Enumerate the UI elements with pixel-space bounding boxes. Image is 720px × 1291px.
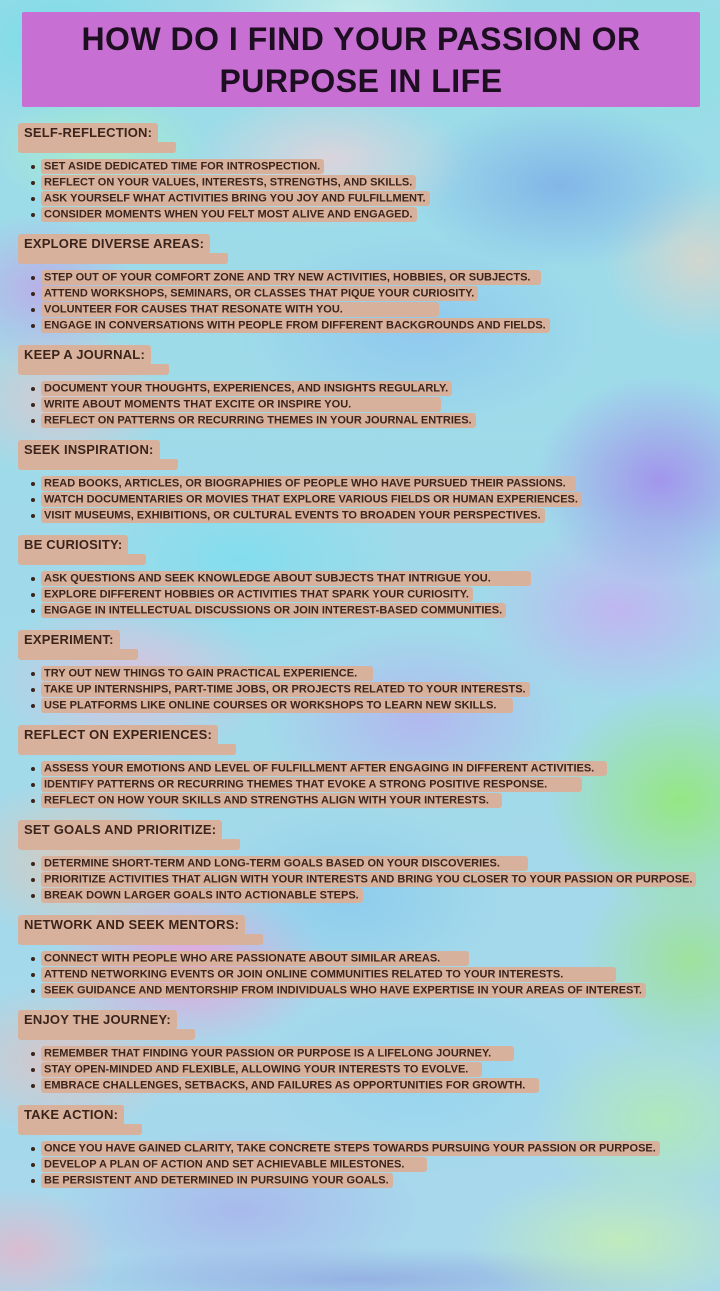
- title-banner: [22, 12, 700, 107]
- section-heading: NETWORK AND SEEK MENTORS:: [18, 915, 245, 935]
- bullet-text: BE PERSISTENT AND DETERMINED IN PURSUING YOUR GOALS.: [41, 1173, 393, 1188]
- bullet-text: ONCE YOU HAVE GAINED CLARITY, TAKE CONCRETE STEPS TOWARDS PURSUING YOUR PASSION OR PURPOSE.: [41, 1141, 660, 1156]
- bullet-dot-icon: [31, 419, 35, 423]
- bullet-item: [30, 587, 702, 602]
- page-title-line2: PURPOSE IN LIFE: [219, 62, 503, 99]
- bullet-text: STEP OUT OF YOUR COMFORT ZONE AND TRY NEW ACTIVITIES, HOBBIES, OR SUBJECTS.: [41, 270, 541, 285]
- bullet-dot-icon: [31, 308, 35, 312]
- section-heading: TAKE ACTION:: [18, 1105, 124, 1125]
- bullet-list: [18, 159, 702, 222]
- section: [0, 630, 720, 713]
- section: [0, 1010, 720, 1093]
- bullet-text: VOLUNTEER FOR CAUSES THAT RESONATE WITH YOU.: [41, 302, 439, 317]
- bullet-text: DEVELOP A PLAN OF ACTION AND SET ACHIEVABLE MILESTONES.: [41, 1157, 427, 1172]
- bullet-item: [30, 967, 702, 982]
- bullet-item: [30, 508, 702, 523]
- section-heading: KEEP A JOURNAL:: [18, 345, 151, 365]
- bullet-text: REMEMBER THAT FINDING YOUR PASSION OR PURPOSE IS A LIFELONG JOURNEY.: [41, 1046, 514, 1061]
- bullet-item: [30, 159, 702, 174]
- bullet-dot-icon: [31, 292, 35, 296]
- bullet-text: PRIORITIZE ACTIVITIES THAT ALIGN WITH YOUR INTERESTS AND BRING YOU CLOSER TO YOUR PASSION OR PURPOSE.: [41, 872, 696, 887]
- section: [0, 234, 720, 333]
- bullet-dot-icon: [31, 482, 35, 486]
- bullet-item: [30, 777, 702, 792]
- bullet-item: [30, 983, 702, 998]
- bullet-list: [18, 666, 702, 713]
- bullet-dot-icon: [31, 704, 35, 708]
- bullet-text: ATTEND WORKSHOPS, SEMINARS, OR CLASSES THAT PIQUE YOUR CURIOSITY.: [41, 286, 478, 301]
- section-heading: ENJOY THE JOURNEY:: [18, 1010, 177, 1030]
- bullet-dot-icon: [31, 862, 35, 866]
- bullet-list: [18, 1046, 702, 1093]
- bullet-list: [18, 381, 702, 428]
- section: [0, 123, 720, 222]
- bullet-list: [18, 270, 702, 333]
- section: [0, 820, 720, 903]
- page-title-line1: HOW DO I FIND YOUR PASSION OR: [81, 20, 641, 57]
- bullet-dot-icon: [31, 1179, 35, 1183]
- page-title: [81, 18, 640, 102]
- bullet-dot-icon: [31, 672, 35, 676]
- bullet-text: CONNECT WITH PEOPLE WHO ARE PASSIONATE ABOUT SIMILAR AREAS.: [41, 951, 469, 966]
- bullet-dot-icon: [31, 1163, 35, 1167]
- bullet-text: TAKE UP INTERNSHIPS, PART-TIME JOBS, OR PROJECTS RELATED TO YOUR INTERESTS.: [41, 682, 530, 697]
- bullet-text: WATCH DOCUMENTARIES OR MOVIES THAT EXPLORE VARIOUS FIELDS OR HUMAN EXPERIENCES.: [41, 492, 582, 507]
- bullet-text: READ BOOKS, ARTICLES, OR BIOGRAPHIES OF PEOPLE WHO HAVE PURSUED THEIR PASSIONS.: [41, 476, 576, 491]
- section: [0, 1105, 720, 1188]
- bullet-dot-icon: [31, 1052, 35, 1056]
- poster: [0, 12, 720, 1291]
- bullet-dot-icon: [31, 498, 35, 502]
- bullet-dot-icon: [31, 878, 35, 882]
- bullet-item: [30, 856, 702, 871]
- bullet-item: [30, 413, 702, 428]
- bullet-item: [30, 191, 702, 206]
- bullet-text: REFLECT ON YOUR VALUES, INTERESTS, STRENGTHS, AND SKILLS.: [41, 175, 416, 190]
- bullet-text: ASK QUESTIONS AND SEEK KNOWLEDGE ABOUT SUBJECTS THAT INTRIGUE YOU.: [41, 571, 531, 586]
- section: [0, 440, 720, 523]
- bullet-item: [30, 666, 702, 681]
- bullet-dot-icon: [31, 799, 35, 803]
- bullet-text: SET ASIDE DEDICATED TIME FOR INTROSPECTION.: [41, 159, 324, 174]
- bullet-item: [30, 318, 702, 333]
- bullet-item: [30, 381, 702, 396]
- bullet-item: [30, 207, 702, 222]
- bullet-text: ASSESS YOUR EMOTIONS AND LEVEL OF FULFILLMENT AFTER ENGAGING IN DIFFERENT ACTIVITIES.: [41, 761, 607, 776]
- bullet-list: [18, 1141, 702, 1188]
- bullet-item: [30, 492, 702, 507]
- bullet-item: [30, 603, 702, 618]
- section: [0, 345, 720, 428]
- bullet-item: [30, 1062, 702, 1077]
- bullet-item: [30, 793, 702, 808]
- bullet-text: VISIT MUSEUMS, EXHIBITIONS, OR CULTURAL EVENTS TO BROADEN YOUR PERSPECTIVES.: [41, 508, 545, 523]
- bullet-item: [30, 476, 702, 491]
- bullet-dot-icon: [31, 593, 35, 597]
- bullet-text: ENGAGE IN CONVERSATIONS WITH PEOPLE FROM DIFFERENT BACKGROUNDS AND FIELDS.: [41, 318, 550, 333]
- bullet-item: [30, 270, 702, 285]
- bullet-dot-icon: [31, 989, 35, 993]
- bullet-item: [30, 571, 702, 586]
- bullet-dot-icon: [31, 387, 35, 391]
- bullet-text: IDENTIFY PATTERNS OR RECURRING THEMES THAT EVOKE A STRONG POSITIVE RESPONSE.: [41, 777, 582, 792]
- bullet-text: TRY OUT NEW THINGS TO GAIN PRACTICAL EXPERIENCE.: [41, 666, 373, 681]
- bullet-item: [30, 1173, 702, 1188]
- bullet-dot-icon: [31, 324, 35, 328]
- bullet-item: [30, 682, 702, 697]
- bullet-list: [18, 476, 702, 523]
- bullet-dot-icon: [31, 181, 35, 185]
- section-heading: SELF-REFLECTION:: [18, 123, 158, 143]
- bullet-item: [30, 888, 702, 903]
- bullet-text: REFLECT ON PATTERNS OR RECURRING THEMES IN YOUR JOURNAL ENTRIES.: [41, 413, 476, 428]
- bullet-dot-icon: [31, 1084, 35, 1088]
- bullet-list: [18, 951, 702, 998]
- bullet-item: [30, 761, 702, 776]
- bullet-dot-icon: [31, 609, 35, 613]
- bullet-dot-icon: [31, 514, 35, 518]
- bullet-dot-icon: [31, 973, 35, 977]
- bullet-dot-icon: [31, 1068, 35, 1072]
- bullet-text: EMBRACE CHALLENGES, SETBACKS, AND FAILURES AS OPPORTUNITIES FOR GROWTH.: [41, 1078, 539, 1093]
- bullet-text: ASK YOURSELF WHAT ACTIVITIES BRING YOU JOY AND FULFILLMENT.: [41, 191, 430, 206]
- section: [0, 535, 720, 618]
- bullet-dot-icon: [31, 276, 35, 280]
- bullet-list: [18, 571, 702, 618]
- bullet-item: [30, 302, 702, 317]
- bullet-list: [18, 761, 702, 808]
- bullet-text: WRITE ABOUT MOMENTS THAT EXCITE OR INSPIRE YOU.: [41, 397, 441, 412]
- bullet-item: [30, 951, 702, 966]
- bullet-text: DOCUMENT YOUR THOUGHTS, EXPERIENCES, AND INSIGHTS REGULARLY.: [41, 381, 452, 396]
- bullet-dot-icon: [31, 1147, 35, 1151]
- bullet-dot-icon: [31, 957, 35, 961]
- bullet-dot-icon: [31, 767, 35, 771]
- bullet-text: ENGAGE IN INTELLECTUAL DISCUSSIONS OR JOIN INTEREST-BASED COMMUNITIES.: [41, 603, 506, 618]
- bullet-dot-icon: [31, 688, 35, 692]
- section-heading: SEEK INSPIRATION:: [18, 440, 160, 460]
- bullet-text: BREAK DOWN LARGER GOALS INTO ACTIONABLE STEPS.: [41, 888, 363, 903]
- bullet-item: [30, 1046, 702, 1061]
- content: [0, 107, 720, 1188]
- section-heading: SET GOALS AND PRIORITIZE:: [18, 820, 222, 840]
- bullet-dot-icon: [31, 213, 35, 217]
- bullet-dot-icon: [31, 165, 35, 169]
- section: [0, 915, 720, 998]
- bullet-list: [18, 856, 702, 903]
- bullet-dot-icon: [31, 894, 35, 898]
- section-heading: EXPLORE DIVERSE AREAS:: [18, 234, 210, 254]
- bullet-text: USE PLATFORMS LIKE ONLINE COURSES OR WORKSHOPS TO LEARN NEW SKILLS.: [41, 698, 513, 713]
- bullet-dot-icon: [31, 197, 35, 201]
- bullet-text: SEEK GUIDANCE AND MENTORSHIP FROM INDIVIDUALS WHO HAVE EXPERTISE IN YOUR AREAS OF INTEREST.: [41, 983, 646, 998]
- bullet-dot-icon: [31, 577, 35, 581]
- bullet-item: [30, 286, 702, 301]
- bullet-item: [30, 175, 702, 190]
- bullet-item: [30, 1078, 702, 1093]
- section-heading: EXPERIMENT:: [18, 630, 120, 650]
- bullet-text: ATTEND NETWORKING EVENTS OR JOIN ONLINE COMMUNITIES RELATED TO YOUR INTERESTS.: [41, 967, 616, 982]
- bullet-text: DETERMINE SHORT-TERM AND LONG-TERM GOALS BASED ON YOUR DISCOVERIES.: [41, 856, 528, 871]
- bullet-text: EXPLORE DIFFERENT HOBBIES OR ACTIVITIES THAT SPARK YOUR CURIOSITY.: [41, 587, 473, 602]
- section-heading: REFLECT ON EXPERIENCES:: [18, 725, 218, 745]
- bullet-item: [30, 397, 702, 412]
- bullet-text: CONSIDER MOMENTS WHEN YOU FELT MOST ALIVE AND ENGAGED.: [41, 207, 417, 222]
- bullet-item: [30, 872, 702, 887]
- section: [0, 725, 720, 808]
- section-heading: BE CURIOSITY:: [18, 535, 128, 555]
- bullet-item: [30, 698, 702, 713]
- bullet-item: [30, 1157, 702, 1172]
- bullet-text: REFLECT ON HOW YOUR SKILLS AND STRENGTHS ALIGN WITH YOUR INTERESTS.: [41, 793, 502, 808]
- bullet-item: [30, 1141, 702, 1156]
- bullet-dot-icon: [31, 403, 35, 407]
- bullet-dot-icon: [31, 783, 35, 787]
- bullet-text: STAY OPEN-MINDED AND FLEXIBLE, ALLOWING YOUR INTERESTS TO EVOLVE.: [41, 1062, 482, 1077]
